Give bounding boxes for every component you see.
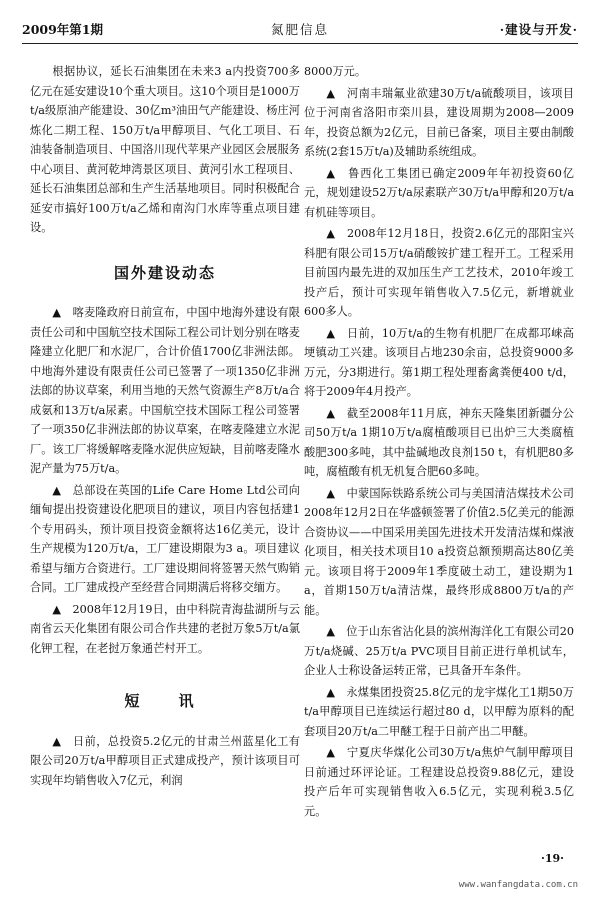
news-item: ▲ 中蒙国际铁路系统公司与美国清洁煤技术公司2008年12月2日在华盛顿签署了价值2.5亿美元的能源合资协议——中国采用美国先进技术开发清洁煤和煤液化项目，相关技术项目10 a投资总额预期高达80亿美元。该项目将于2009年1季度破土动工，建设期为1 a，首期150万t/a清洁煤，最终形成8800万t/a的产能。 (304, 486, 574, 617)
intro-paragraph: 根据协议，延长石油集团在未来3 a内投资700多亿元在延安建设10个重大项目。这10个项目是1000万t/a级原油产能建设、30亿m³油田气产能建设、杨庄河炼化二期工程、150万t/a甲醇项目、气化工项目、石油装备制造项目、中国洛川现代苹果产业园区会展服务中心项目、黄河乾坤湾景区项目、黄河引水工程项目、延长石油集团总部和生产生活基地项目。同时积极配合延安市搞好100万t/a乙烯和南沟门水库等重点项目建设。 (30, 65, 300, 234)
news-item: ▲ 永煤集团投资25.8亿元的龙宇煤化工1期50万t/a甲醇项目已连续运行超过80 d，以甲醇为原料的配套项目20万t/a二甲醚工程于日前产出二甲醚。 (304, 685, 574, 738)
news-item: ▲ 河南丰瑞氟业欲建30万t/a硫酸项目，该项目位于河南省洛阳市栾川县，建设周期为2008—2009年，投资总额为2亿元，目前已备案，项目主要由制酸系统(2套15万t/a)及辅助系统组成。 (304, 86, 574, 158)
page-number: ·19· (541, 852, 564, 865)
news-item: ▲ 日前，总投资5.2亿元的甘肃兰州蓝星化工有限公司20万t/a甲醇项目正式建成投产，预计该项目可实现年均销售收入7亿元，利润 (30, 734, 300, 787)
news-item: ▲ 喀麦隆政府日前宣布，中国中地海外建设有限责任公司和中国航空技术国际工程公司计划分别在喀麦隆建立化肥厂和水泥厂，合计价值1700亿非洲法郎。中地海外建设有限责任公司已签署了一项1350亿非洲法郎的协议草案，利用当地的天然气资源生产8万t/a合成氨和13万t/a尿素。中国航空技术国际工程公司签署了一项350亿非洲法郎的协议草案，在喀麦隆建立水泥厂。该工厂将缓解喀麦隆水泥供应短缺，目前喀麦隆水泥产量为75万t/a。 (30, 306, 300, 475)
news-item: ▲ 日前，10万t/a的生物有机肥厂在成都邛崃高埂镇动工兴建。该项目占地230余亩，总投资9000多万元，分3期进行。第1期工程处理畜禽粪便400 t/d，将于2009年4月投产。 (304, 326, 574, 398)
continued-text: 8000万元。 (304, 65, 367, 78)
issue-label: 2009年第1期 (22, 22, 103, 37)
header-rule (22, 43, 578, 44)
page-header (22, 20, 578, 44)
watermark: www.wanfangdata.com.cn (458, 880, 578, 890)
news-item: ▲ 宁夏庆华煤化公司30万t/a焦炉气制甲醇项目日前通过环评论证。工程建设总投资9.88亿元，建设投产后年可实现销售收入6.5亿元，实现利税3.5亿元。 (304, 746, 574, 818)
news-item: ▲ 2008年12月18日，投资2.6亿元的邵阳宝兴科肥有限公司15万t/a硝酸铵扩建工程开工。工程采用目前国内最先进的双加压生产工艺技术，2010年竣工投产后，预计可实现年销售收入7.5亿元，新增就业600多人。 (304, 227, 574, 318)
section-title-foreign: 国外建设动态 (113, 263, 216, 282)
column-label: ·建设与开发· (499, 22, 578, 37)
news-item: ▲ 截至2008年11月底，神东天隆集团新疆分公司50万t/a 1期10万t/a腐植酸项目已出炉三大类腐植酸肥300多吨，其中盐碱地改良剂150 t，有机肥80多吨，腐植酸有机无机复合肥60多吨。 (304, 406, 574, 478)
journal-title: 氮肥信息 (270, 22, 329, 37)
left-column (30, 62, 300, 792)
news-item: ▲ 2008年12月19日，由中科院青海盐湖所与云南省云天化集团有限公司合作共建的老挝万象5万t/a氯化钾工程，在老挝万象通芒村开工。 (30, 602, 300, 655)
news-item: ▲ 鲁西化工集团已确定2009年年初投资60亿元，规划建设52万t/a尿素联产30万t/a甲醇和20万t/a有机硅等项目。 (304, 166, 574, 219)
news-item: ▲ 位于山东省沾化县的滨州海洋化工有限公司20万t/a烧碱、25万t/a PVC项目目前正进行单机试车，企业人士称设备运转正常，已具备开车条件。 (304, 625, 574, 677)
section-title-brief: 短 讯 (124, 692, 206, 710)
news-item: ▲ 总部设在英国的Life Care Home Ltd公司向缅甸提出投资建设化肥项目的建议，项目内容包括建1个专用码头，预计项目投资金额将达16亿美元，设计生产规模为120万t/a，工厂建设期限为3 a。项目建议希望与缅方合资进行。工厂建设期间将签署天然气购销合同。工厂建成投产至经营合同期满后将移交缅方。 (30, 483, 300, 594)
right-column (304, 62, 574, 823)
